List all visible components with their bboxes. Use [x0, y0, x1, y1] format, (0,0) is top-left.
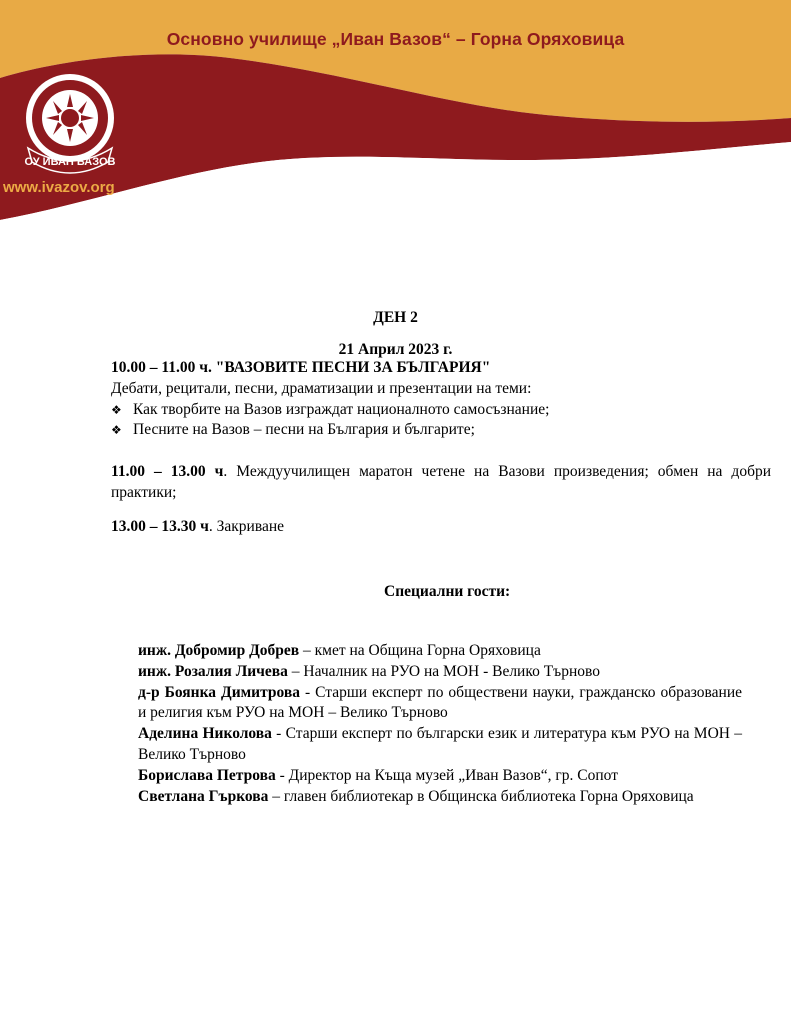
session-2-text: . Междуучилищен маратон четене на Вазови произведения; обмен на добри практики;	[111, 463, 771, 501]
event-date: 21 Април 2023 г.	[338, 341, 453, 358]
website-link[interactable]: www.ivazov.org	[3, 179, 115, 196]
day-title: ДЕН 2	[373, 309, 418, 326]
guest-item: инж. Розалия Личева – Началник на РУО на МОН - Велико Търново	[138, 662, 600, 680]
session-2	[111, 462, 771, 504]
diamond-bullet-icon: ❖	[111, 402, 122, 417]
list-item: ❖ Как творбите на Вазов изграждат националното самосъзнание;	[111, 400, 771, 421]
guest-list	[138, 641, 742, 807]
list-item: ❖ Песните на Вазов – песни на България и българите;	[111, 420, 771, 441]
session-3-time: 13.00 – 13.30 ч	[111, 518, 209, 535]
session-1-time: 10.00 – 11.00 ч.	[111, 359, 212, 376]
session-3	[111, 517, 771, 538]
guest-item: Аделина Николова - Старши експерт по български език и литература към РУО на МОН – Велико Търново	[138, 725, 742, 763]
session-1	[111, 358, 771, 441]
guest-item: д-р Боянка Димитрова - Старши експерт по обществени науки, гражданско образование и религия към РУО на МОН – Велико Търново	[138, 683, 742, 722]
school-name: Основно училище „Иван Вазов“ – Горна Оряховица	[166, 29, 625, 49]
session-1-title: "ВАЗОВИТЕ ПЕСНИ ЗА БЪЛГАРИЯ"	[215, 359, 491, 376]
special-guests-heading: Специални гости:	[384, 583, 511, 600]
logo-text: ОУ ИВАН ВАЗОВ	[24, 156, 116, 168]
diamond-bullet-icon: ❖	[111, 423, 122, 438]
session-2-time: 11.00 – 13.00 ч	[111, 463, 224, 480]
session-3-text: . Закриване	[208, 518, 285, 535]
guest-item: Борислава Петрова - Директор на Къща музей „Иван Вазов“, гр. Сопот	[138, 766, 618, 784]
guest-item: инж. Добромир Добрев – кмет на Община Горна Оряховица	[138, 642, 541, 659]
school-logo	[14, 66, 126, 178]
session-1-description: Дебати, рецитали, песни, драматизации и презентации на теми:	[111, 379, 532, 397]
guest-item: Светлана Гъркова – главен библиотекар в Общинска библиотека Горна Оряховица	[138, 787, 694, 805]
